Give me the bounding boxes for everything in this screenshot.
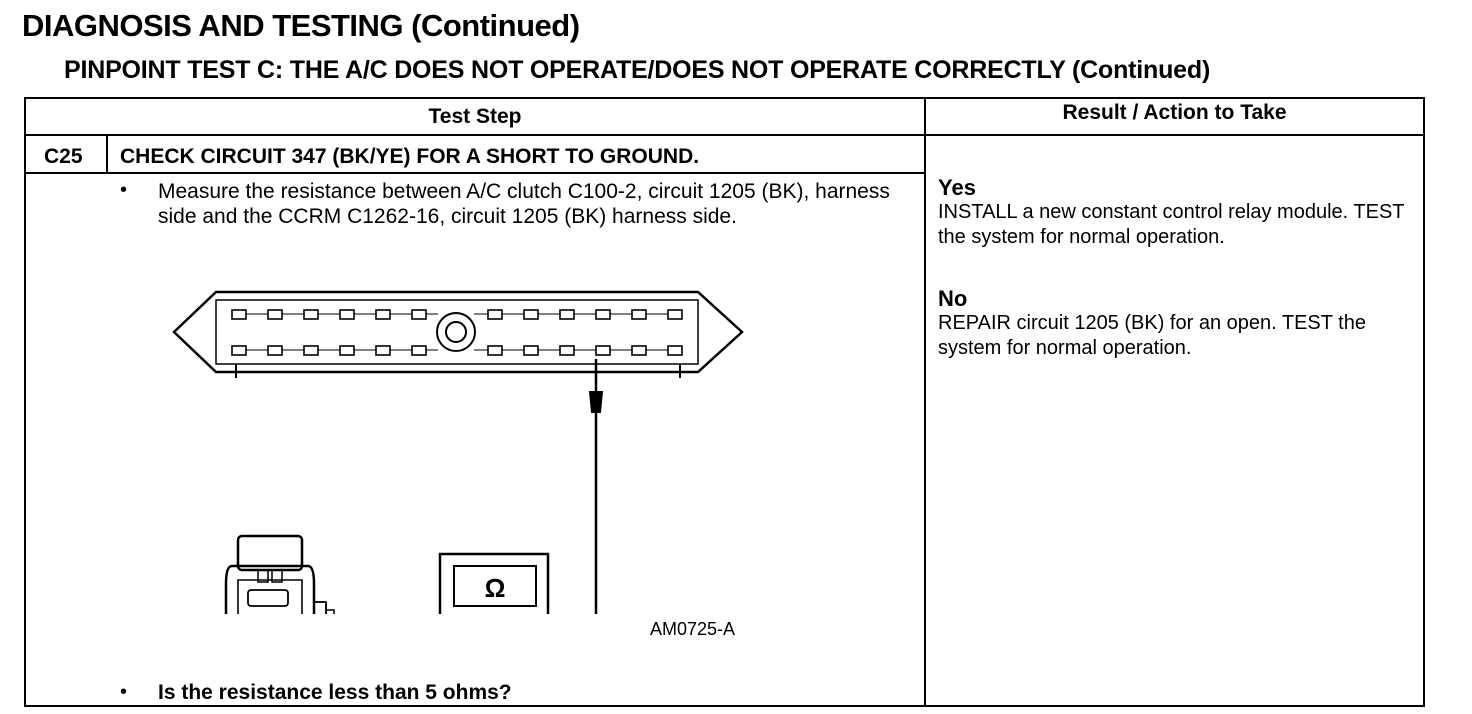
ccrm-connector-icon — [174, 292, 742, 372]
yes-action: INSTALL a new constant control relay module. TEST the system for normal operation. — [938, 201, 1405, 248]
col-header-result: Result / Action to Take — [1062, 101, 1287, 124]
col-header-test-step: Test Step — [428, 105, 522, 128]
column-divider — [924, 99, 926, 705]
header-row-border — [26, 134, 1423, 136]
yes-label: Yes — [938, 175, 976, 200]
step-number-divider — [106, 134, 108, 173]
no-label: No — [938, 286, 968, 311]
step-row-border — [26, 172, 924, 174]
pinpoint-test-title: PINPOINT TEST C: THE A/C DOES NOT OPERATE/DOES NOT OPERATE CORRECTLY (Continued) — [64, 56, 1211, 84]
bullet-instruction: • — [120, 179, 128, 201]
ohm-symbol: Ω — [484, 573, 506, 603]
step-instruction: Measure the resistance between A/C clutch C100-2, circuit 1205 (BK), harness side and the CCRM C1262-16, circuit 1205 (BK) harness side. — [158, 180, 890, 228]
page-title: DIAGNOSIS AND TESTING (Continued) — [22, 8, 580, 43]
ac-clutch-connector-icon — [226, 536, 334, 614]
wiring-diagram — [166, 284, 786, 614]
bullet-question: • — [120, 681, 128, 703]
no-action: REPAIR circuit 1205 (BK) for an open. TEST the system for normal operation. — [938, 312, 1366, 359]
step-question: Is the resistance less than 5 ohms? — [158, 681, 512, 704]
step-title: CHECK CIRCUIT 347 (BK/YE) FOR A SHORT TO GROUND. — [120, 145, 700, 168]
step-number: C25 — [44, 145, 83, 168]
figure-id: AM0725-A — [650, 619, 736, 639]
test-table — [24, 97, 1425, 707]
